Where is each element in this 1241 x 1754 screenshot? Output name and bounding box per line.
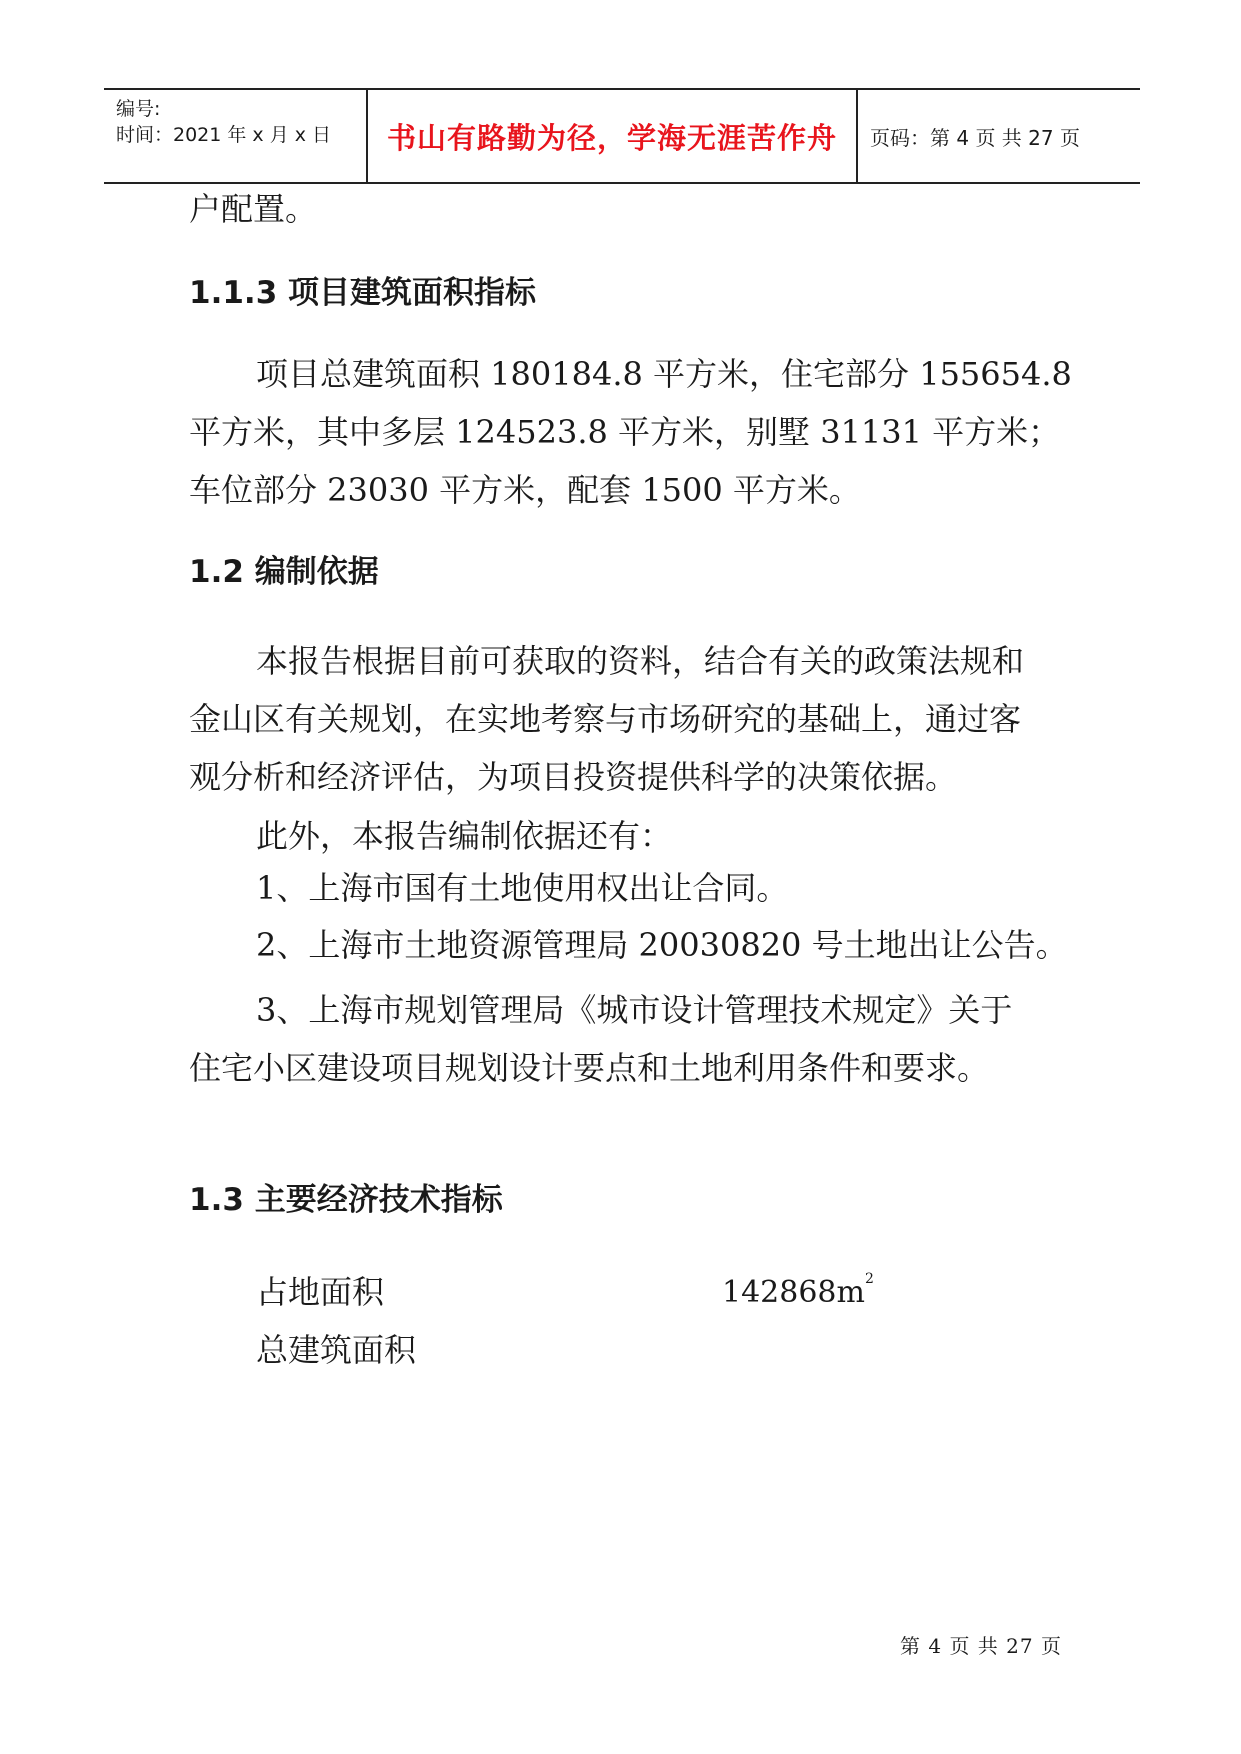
header-meta (104, 90, 368, 182)
page-footer: 第 4 页 共 27 页 (900, 1634, 1062, 1658)
paragraph-area-line-1: 项目总建筑面积 180184.8 平方米，住宅部分 155654.8 (256, 355, 1072, 393)
page-header (104, 88, 1140, 184)
section-heading-1-1-3: 1.1.3 项目建筑面积指标 (189, 275, 537, 311)
indicator-row-total-building-area (256, 1330, 1136, 1370)
indicator-label: 占地面积 (256, 1273, 385, 1311)
indicator-label: 总建筑面积 (256, 1331, 417, 1369)
indicator-row-land-area (256, 1272, 1136, 1312)
list-item-3-line-2: 住宅小区建设项目规划设计要点和土地利用条件和要求。 (189, 1049, 990, 1087)
section-heading-1-2: 1.2 编制依据 (189, 554, 379, 590)
paragraph-basis-line-2: 金山区有关规划，在实地考察与市场研究的基础上，通过客 (189, 700, 1022, 738)
header-motto: 书山有路勤为径，学海无涯苦作舟 (368, 90, 858, 182)
list-item-3-line-1: 3、上海市规划管理局《城市设计管理技术规定》关于 (256, 991, 1013, 1029)
paragraph-additional: 此外，本报告编制依据还有： (256, 817, 673, 855)
section-heading-1-3: 1.3 主要经济技术指标 (189, 1182, 503, 1218)
paragraph-basis-line-3: 观分析和经济评估，为项目投资提供科学的决策依据。 (189, 758, 958, 796)
indicator-value-land-area (722, 1271, 874, 1310)
paragraph-area-line-2: 平方米，其中多层 124523.8 平方米，别墅 31131 平方米； (189, 413, 1061, 451)
paragraph-area-line-3: 车位部分 23030 平方米，配套 1500 平方米。 (189, 471, 861, 509)
list-item-2: 2、上海市土地资源管理局 20030820 号土地出让公告。 (256, 926, 1068, 964)
doc-time-label: 时间：2021 年 x 月 x 日 (116, 124, 332, 146)
header-page-code: 页码：第 4 页 共 27 页 (870, 125, 1080, 150)
paragraph-continued: 户配置。 (189, 190, 318, 228)
indicator-value: 142868m (722, 1275, 865, 1310)
doc-number-label: 编号: (116, 98, 161, 120)
paragraph-basis-line-1: 本报告根据目前可获取的资料，结合有关的政策法规和 (256, 642, 1025, 680)
list-item-1: 1、上海市国有土地使用权出让合同。 (256, 869, 789, 907)
unit-superscript: 2 (864, 1271, 874, 1287)
